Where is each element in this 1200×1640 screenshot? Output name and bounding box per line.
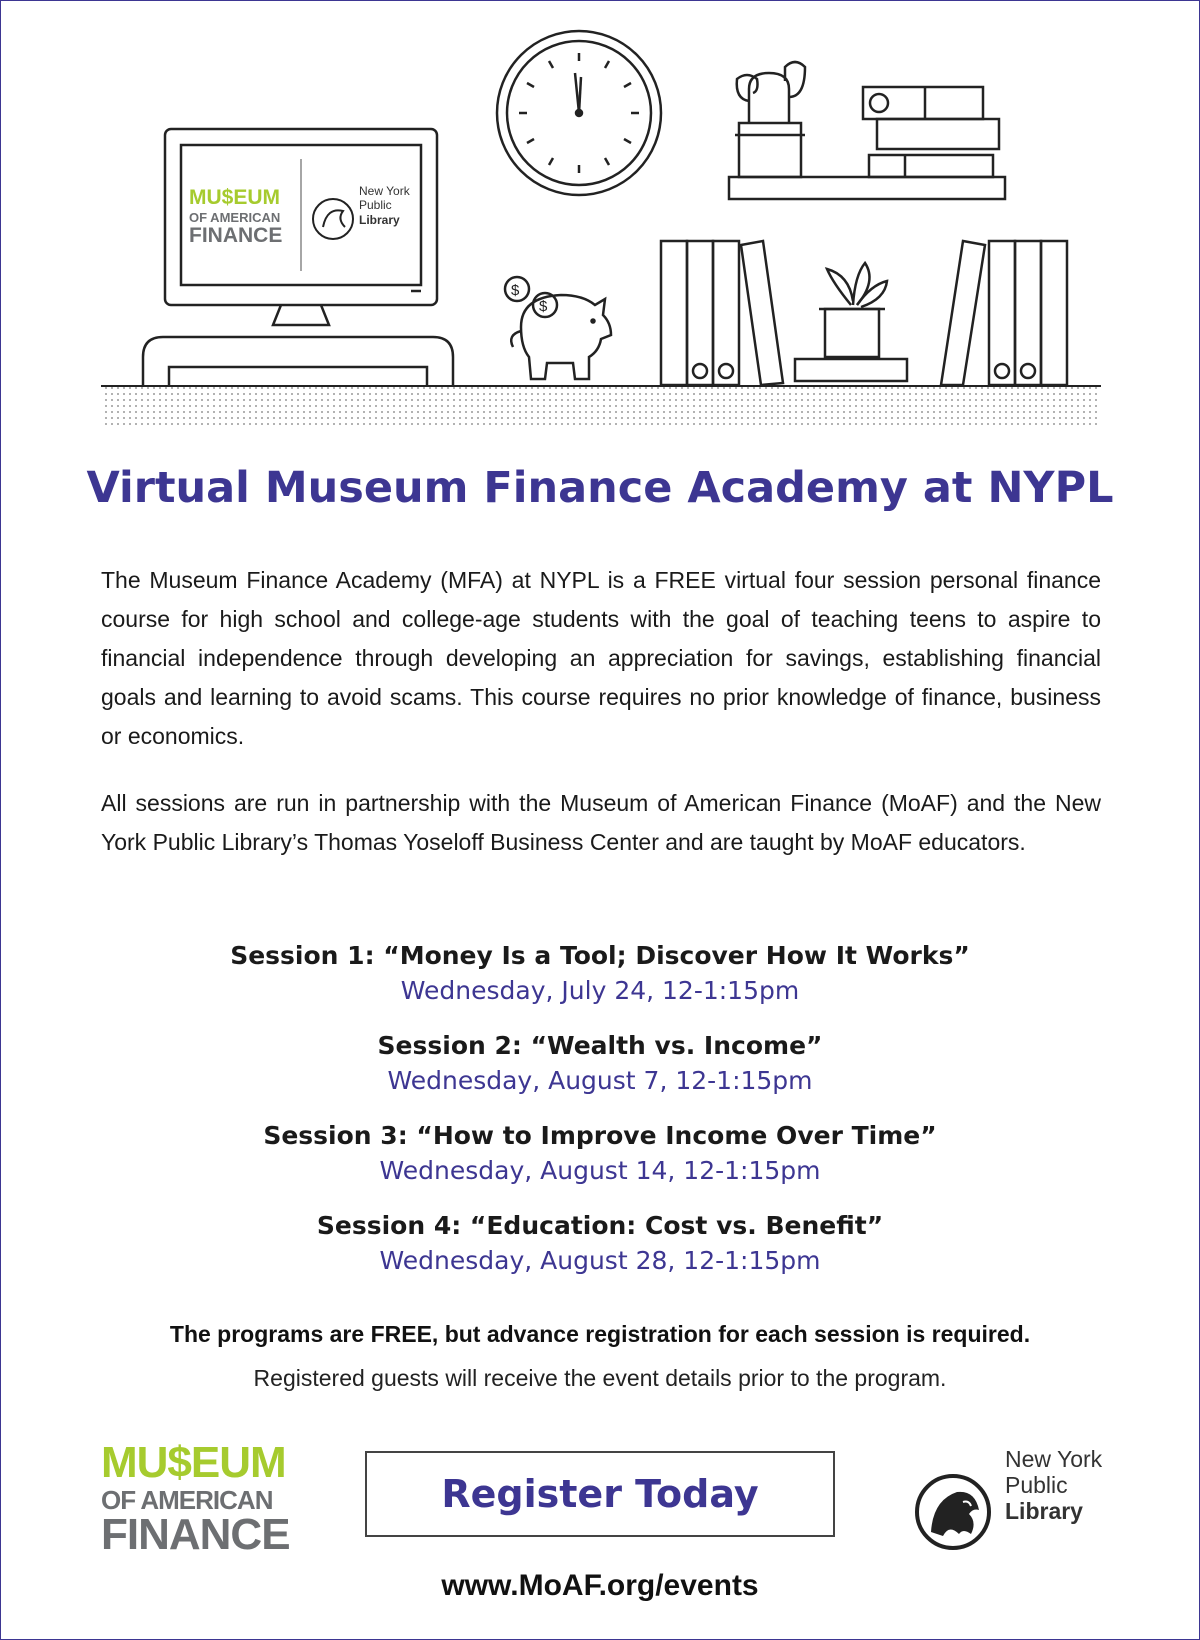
monitor-nypl-line2: Public: [359, 198, 392, 212]
piggy-bank-icon: [505, 277, 611, 379]
sessions-list: [1, 939, 1199, 1299]
svg-text:$: $: [539, 298, 548, 315]
intro-paragraph: The Museum Finance Academy (MFA) at NYPL is a FREE virtual four session personal finance course for high school and college-age students with the goal of teaching teens to aspire to financial independence through developing an appreciation for savings, establishing financial goals and learning to avoid scams. This course requires no prior knowledge of finance, business or economics.: [101, 567, 1101, 749]
session-date: Wednesday, August 14, 12-1:15pm: [379, 1156, 821, 1185]
moaf-logo-line2: OF AMERICAN: [101, 1485, 273, 1515]
session-date: Wednesday, August 7, 12-1:15pm: [387, 1066, 813, 1095]
session-item: [1, 1029, 1199, 1119]
header-illustration: [1, 1, 1199, 441]
monitor-nypl-line3: Library: [359, 213, 400, 227]
binders-right-icon: [941, 241, 1067, 385]
svg-text:$: $: [511, 282, 520, 299]
moaf-logo-line1: MU$EUM: [101, 1438, 286, 1487]
nypl-logo-line3: Library: [1005, 1498, 1083, 1524]
session-title: Session 2: “Wealth vs. Income”: [377, 1031, 823, 1060]
partnership-paragraph: All sessions are run in partnership with the Museum of American Finance (MoAF) and the New York Public Library’s Thomas Yoseloff Business Center and are taught by MoAF educators.: [101, 790, 1101, 855]
session-item: [1, 1119, 1199, 1209]
monitor-icon: [143, 129, 453, 386]
session-title: Session 1: “Money Is a Tool; Discover How It Works”: [230, 941, 970, 970]
nypl-logo: [913, 1446, 1113, 1556]
nypl-logo-text: [1005, 1446, 1102, 1524]
event-details-note: Registered guests will receive the event details prior to the program.: [253, 1365, 947, 1391]
potted-plant-icon: [795, 263, 907, 381]
clock-icon: [497, 31, 661, 195]
nypl-lion-icon: [913, 1472, 993, 1552]
monitor-moaf-line1: MU$EUM: [189, 186, 281, 209]
session-title: Session 3: “How to Improve Income Over Time”: [263, 1121, 937, 1150]
session-date: Wednesday, July 24, 12-1:15pm: [400, 976, 800, 1005]
moaf-logo-line3: FINANCE: [101, 1510, 290, 1559]
register-today-button[interactable]: Register Today: [365, 1451, 835, 1537]
monitor-nypl-line1: New York: [359, 184, 410, 198]
cactus-icon: [735, 62, 805, 177]
nypl-logo-line1: New York: [1005, 1446, 1103, 1472]
session-item: [1, 1209, 1199, 1299]
monitor-moaf-line2: OF AMERICAN: [189, 210, 281, 225]
binders-left-icon: [661, 241, 783, 385]
nypl-logo-line2: Public: [1005, 1472, 1068, 1498]
session-title: Session 4: “Education: Cost vs. Benefit”: [316, 1211, 884, 1240]
page-title: Virtual Museum Finance Academy at NYPL: [86, 463, 1114, 513]
events-url-link[interactable]: www.MoAF.org/events: [441, 1569, 759, 1602]
wall-shelf-icon: [729, 87, 1005, 199]
registration-required-note: The programs are FREE, but advance registration for each session is required.: [169, 1321, 1031, 1347]
session-item: [1, 939, 1199, 1029]
session-date: Wednesday, August 28, 12-1:15pm: [379, 1246, 821, 1275]
monitor-moaf-line3: FINANCE: [189, 224, 283, 247]
dotted-floor: [101, 386, 1101, 428]
moaf-logo: [101, 1438, 291, 1559]
